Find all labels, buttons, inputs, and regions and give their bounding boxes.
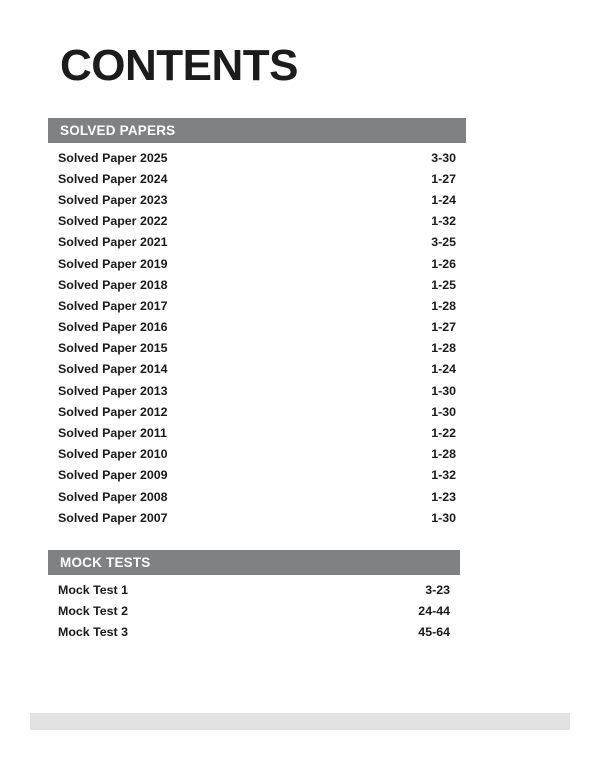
list-item[interactable] [48, 211, 466, 232]
list-item[interactable] [48, 507, 466, 528]
entry-label: Mock Test 3 [58, 625, 129, 640]
page-title: CONTENTS [60, 41, 298, 90]
list-item[interactable] [48, 401, 466, 422]
entry-pages: 3-30 [431, 150, 456, 165]
entry-pages: 1-28 [431, 341, 456, 356]
entry-pages: 1-30 [431, 404, 456, 419]
entry-pages: 1-22 [431, 426, 456, 441]
entry-label: Solved Paper 2013 [58, 383, 168, 398]
contents-list [48, 118, 468, 643]
entry-pages: 3-25 [431, 235, 456, 250]
list-item[interactable] [48, 359, 466, 380]
list-item[interactable] [48, 601, 460, 622]
list-item[interactable] [48, 295, 466, 316]
list-item[interactable] [48, 486, 466, 507]
entry-pages: 1-23 [431, 489, 456, 504]
entry-label: Solved Paper 2008 [58, 489, 168, 504]
entry-pages: 24-44 [418, 604, 450, 619]
entry-label: Solved Paper 2016 [58, 320, 168, 335]
mock-tests-rows [48, 579, 468, 643]
entry-pages: 1-30 [431, 510, 456, 525]
entry-pages: 1-27 [431, 171, 456, 186]
entry-pages: 1-26 [431, 256, 456, 271]
list-item[interactable] [48, 338, 466, 359]
list-item[interactable] [48, 274, 466, 295]
solved-papers-rows [48, 147, 468, 528]
entry-pages: 1-28 [431, 447, 456, 462]
entry-label: Solved Paper 2011 [58, 426, 167, 441]
entry-label: Solved Paper 2009 [58, 468, 168, 483]
entry-pages: 3-23 [425, 582, 450, 597]
section-header-mock-tests: MOCK TESTS [48, 550, 460, 575]
entry-pages: 1-24 [431, 362, 456, 377]
section-header-solved-papers: SOLVED PAPERS [48, 118, 466, 143]
entry-label: Solved Paper 2014 [58, 362, 168, 377]
entry-label: Solved Paper 2018 [58, 277, 168, 292]
entry-label: Solved Paper 2019 [58, 256, 168, 271]
list-item[interactable] [48, 465, 466, 486]
entry-label: Solved Paper 2010 [58, 447, 168, 462]
entry-label: Mock Test 2 [58, 604, 129, 619]
entry-label: Solved Paper 2017 [58, 298, 168, 313]
entry-pages: 1-32 [431, 214, 456, 229]
entry-pages: 1-25 [431, 277, 456, 292]
list-item[interactable] [48, 579, 460, 600]
entry-label: Solved Paper 2007 [58, 510, 168, 525]
entry-pages: 1-32 [431, 468, 456, 483]
entry-label: Solved Paper 2021 [58, 235, 168, 250]
entry-label: Solved Paper 2023 [58, 192, 168, 207]
entry-pages: 1-28 [431, 298, 456, 313]
entry-pages: 1-30 [431, 383, 456, 398]
entry-label: Solved Paper 2025 [58, 150, 168, 165]
section-divider [48, 528, 468, 550]
footer-bar [30, 713, 570, 730]
entry-pages: 1-24 [431, 192, 456, 207]
list-item[interactable] [48, 422, 466, 443]
list-item[interactable] [48, 147, 466, 168]
section-mock-tests [48, 550, 468, 643]
entry-label: Mock Test 1 [58, 582, 129, 597]
list-item[interactable] [48, 168, 466, 189]
entry-label: Solved Paper 2015 [58, 341, 168, 356]
list-item[interactable] [48, 444, 466, 465]
list-item[interactable] [48, 380, 466, 401]
entry-pages: 45-64 [418, 625, 450, 640]
section-solved-papers [48, 118, 468, 528]
entry-pages: 1-27 [431, 320, 456, 335]
entry-label: Solved Paper 2024 [58, 171, 168, 186]
list-item[interactable] [48, 189, 466, 210]
entry-label: Solved Paper 2012 [58, 404, 168, 419]
entry-label: Solved Paper 2022 [58, 214, 168, 229]
list-item[interactable] [48, 253, 466, 274]
list-item[interactable] [48, 317, 466, 338]
list-item[interactable] [48, 622, 460, 643]
list-item[interactable] [48, 232, 466, 253]
